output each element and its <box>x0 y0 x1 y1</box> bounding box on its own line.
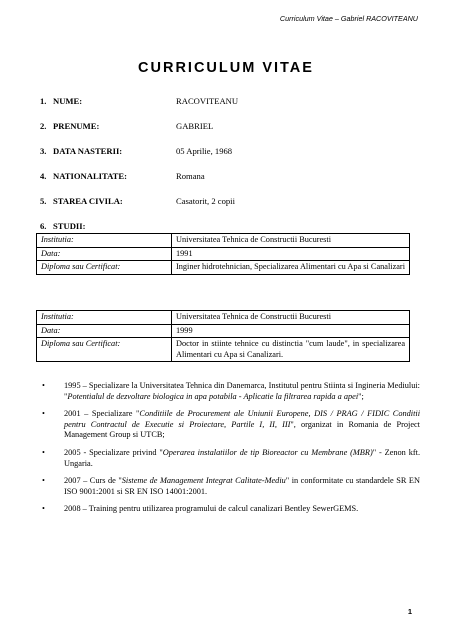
field-value: RACOVITEANU <box>176 96 239 106</box>
field-label: NUME: <box>53 96 83 106</box>
item-text: 1995 – Specializare la Universitatea Tehnica din Danemarca, Institutul pentru Stiinta si Ingineria Mediului: " <box>64 381 420 401</box>
institution-value: Universitatea Tehnica de Constructii Bucuresti <box>172 234 410 248</box>
field-number: 4. <box>40 171 47 181</box>
institution-value: Universitatea Tehnica de Constructii Bucuresti <box>172 311 410 325</box>
item-text: 2007 – Curs de " <box>64 476 122 486</box>
table-row <box>37 324 410 338</box>
studies-table-2 <box>36 310 410 362</box>
field-label: NATIONALITATE: <box>53 171 128 181</box>
field-value: Romana <box>176 171 205 181</box>
diploma-value: Inginer hidrotehnician, Specializarea Alimentari cu Apa si Canalizari <box>172 261 410 275</box>
table-row <box>37 261 410 275</box>
diploma-label: Diploma sau Certificat: <box>37 338 172 362</box>
field-number: 3. <box>40 146 47 156</box>
field-label: STAREA CIVILA: <box>53 196 123 206</box>
bullet-icon: • <box>42 381 45 390</box>
field-number: 1. <box>40 96 47 106</box>
field-label: PRENUME: <box>53 121 100 131</box>
field-value: 05 Aprilie, 1968 <box>176 146 233 156</box>
institution-label: Institutia: <box>37 311 172 325</box>
field-number: 5. <box>40 196 47 206</box>
field-number: 6. <box>40 221 47 231</box>
list-item <box>40 504 420 515</box>
table-row <box>37 338 410 362</box>
item-text-end: "; <box>358 391 364 401</box>
item-text: 2005 - Specializare privind " <box>64 447 163 457</box>
bullet-icon: • <box>42 409 45 419</box>
item-text-end: " - Zenon kft. Ungaria. <box>64 447 421 468</box>
date-value: 1991 <box>172 247 410 261</box>
list-item <box>40 448 420 469</box>
running-header: Curriculum Vitae – Gabriel RACOVITEANU <box>279 14 418 23</box>
field-number: 2. <box>40 121 47 131</box>
list-item <box>40 409 420 441</box>
date-label: Data: <box>37 324 172 338</box>
item-italic-text: Conditiile de Procurement ale Uniunii Europene, DIS / PRAG / FIDIC Conditii pentru Contractul de Executie si Proiectare, Partile I, II, III <box>64 409 421 429</box>
page-number: 1 <box>407 607 412 616</box>
field-value: Casatorit, 2 copii <box>176 196 235 206</box>
list-item <box>40 381 420 402</box>
field-label: STUDII: <box>53 221 86 231</box>
studies-table-1 <box>36 233 410 275</box>
item-italic-text: Potentialul de dezvoltare biologica in apa potabila - Aplicatie la filtrarea rapida a apei <box>67 391 359 401</box>
item-text: 2008 – Training pentru utilizarea programului de calcul canalizari Bentley SewerGEMS. <box>64 504 359 514</box>
bullet-icon: • <box>42 447 45 457</box>
document-title: CURRICULUM VITAE <box>138 60 314 76</box>
item-text-end: ", organizat in Romania de Project Management Group si UTCB; <box>64 419 420 440</box>
field-value: GABRIEL <box>176 121 214 131</box>
diploma-value: Doctor in stiinte tehnice cu distinctia "cum laude", in specializarea Alimentari cu Apa si Canalizari. <box>172 338 410 362</box>
date-value: 1999 <box>172 324 410 338</box>
training-list <box>40 381 420 522</box>
bullet-icon: • <box>42 476 45 486</box>
table-row <box>37 234 410 248</box>
institution-label: Institutia: <box>37 234 172 248</box>
bullet-icon: • <box>42 504 45 514</box>
diploma-label: Diploma sau Certificat: <box>37 261 172 275</box>
table-row <box>37 311 410 325</box>
date-label: Data: <box>37 247 172 261</box>
table-row <box>37 247 410 261</box>
field-label: DATA NASTERII: <box>53 146 123 156</box>
item-italic-text: Operarea instalatiilor de tip Bioreactor cu Membrane (MBR) <box>162 447 373 457</box>
item-text: 2001 – Specializare " <box>64 409 140 419</box>
list-item <box>40 476 420 497</box>
item-text-end: " in conformitate cu standardele SR EN ISO 9001:2001 si SR EN ISO 14001:2001. <box>64 476 420 496</box>
item-italic-text: Sisteme de Management Integrat Calitate-Mediu <box>121 476 286 486</box>
